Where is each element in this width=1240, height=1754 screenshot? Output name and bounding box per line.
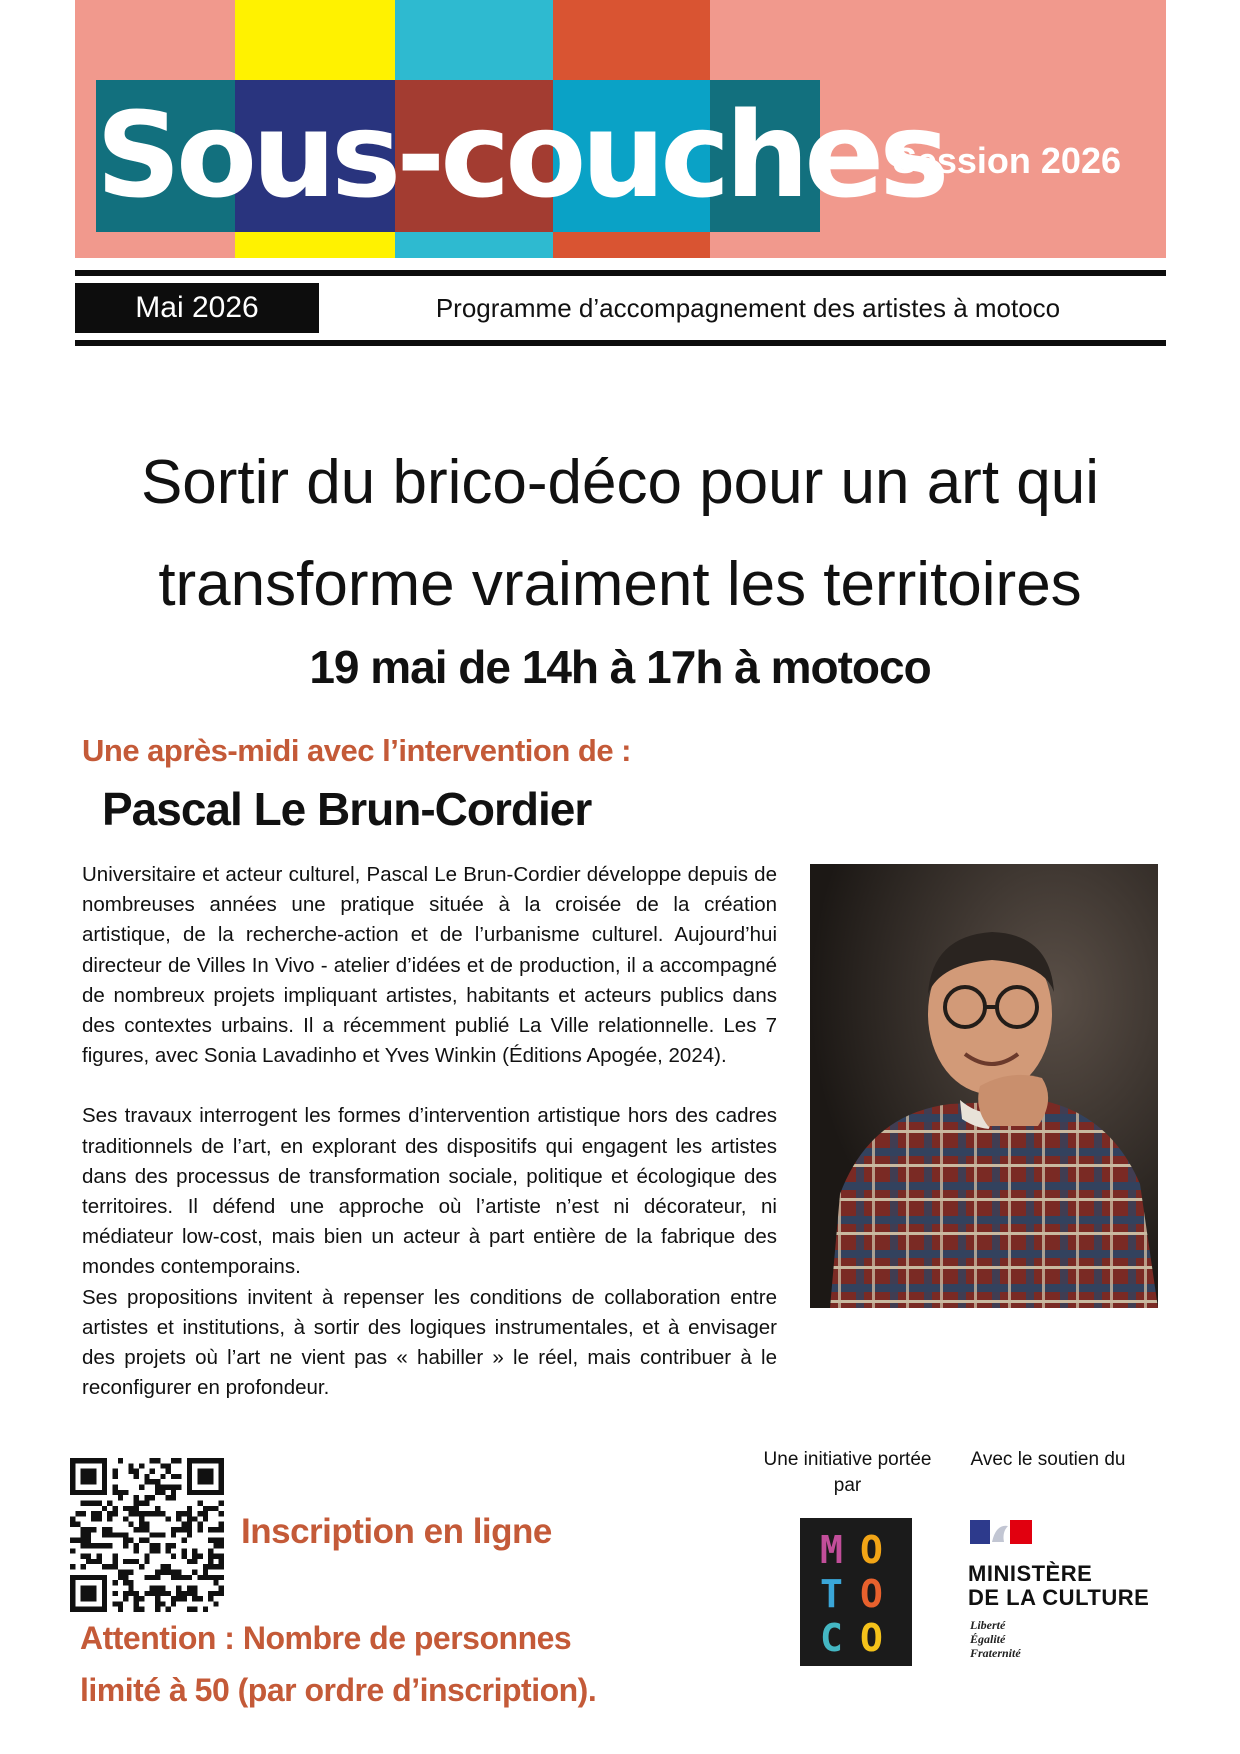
motto-line-3: Fraternité	[970, 1646, 1021, 1660]
registration-link[interactable]: Inscription en ligne	[241, 1512, 552, 1551]
warning-line-2: limité à 50 (par ordre d’inscription).	[80, 1672, 597, 1708]
portrait-illustration	[810, 864, 1158, 1308]
logo-letter: M	[820, 1528, 843, 1572]
motto-line-2: Égalité	[970, 1632, 1006, 1646]
date-badge: Mai 2026	[75, 283, 319, 333]
session-label: Session 2026	[892, 140, 1121, 181]
motto-line-1: Liberté	[970, 1618, 1006, 1632]
support-label: Avec le soutien du	[970, 1449, 1126, 1470]
marianne-flag-icon	[970, 1520, 1032, 1544]
bio-paragraph-3: Ses propositions invitent à repenser les conditions de collaboration entre artistes et institutions, à sortir des logiques instrumentales, et à envisager des projets où l’art ne vient pas « habiller » le réel, mais contribuer à le reconfigurer en profondeur.	[82, 1285, 777, 1400]
page-title: Sous-couches	[96, 86, 945, 224]
headline-line-2: transforme vraiment les territoires	[158, 550, 1082, 619]
program-subtitle: Programme d’accompagnement des artistes à motoco	[435, 293, 1061, 323]
logo-letter: T	[820, 1572, 843, 1616]
bio-paragraph-2: Ses travaux interrogent les formes d’intervention artistique hors des cadres traditionnels de l’art, en explorant des dispositifs qui engagent les artistes dans des processus de transformation sociale, politique et écologique des territoires. Il défend une approche où l’artiste n’est ni décorateur, ni médiateur low-cost, mais bien un acteur à part entière de la fabrique des mondes contemporains.	[82, 1104, 777, 1279]
logo-letter: O	[860, 1572, 883, 1616]
ministry-logo	[968, 1520, 1168, 1660]
motoco-logo	[800, 1518, 912, 1666]
bio-paragraph-1: Universitaire et acteur culturel, Pascal Le Brun-Cordier développe depuis de nombreuses années une pratique située à la croisée de la création artistique, de la recherche-action et de l’urbanisme culturel. Aujourd’hui directeur de Villes In Vivo - atelier d’idées et de production, il a accompagné de nombreux projets impliquant artistes, habitants et acteurs publics dans des contextes urbains. Il a récemment publié La Ville relationnelle. Les 7 figures, avec Sonia Lavadinho et Yves Winkin (Éditions Apogée, 2024).	[82, 863, 777, 1068]
headline-line-1: Sortir du brico-déco pour un art qui	[140, 448, 1100, 517]
speaker-photo	[810, 864, 1158, 1308]
event-datetime: 19 mai de 14h à 17h à motoco	[309, 641, 931, 693]
qr-code-icon	[70, 1458, 224, 1612]
ministry-motto	[970, 1618, 1021, 1660]
header-banner	[75, 0, 1166, 258]
ministry-name-line-1: MINISTÈRE	[968, 1561, 1093, 1586]
initiative-label: Une initiative portée par	[763, 1449, 932, 1496]
ministry-name	[968, 1562, 1149, 1610]
ministry-name-line-2: DE LA CULTURE	[968, 1585, 1150, 1610]
logo-letter: O	[860, 1616, 883, 1660]
registration-qr-code[interactable]	[70, 1458, 224, 1612]
bottom-rule	[75, 340, 1166, 346]
speaker-name: Pascal Le Brun-Cordier	[102, 783, 592, 835]
intro-label: Une après-midi avec l’intervention de :	[82, 733, 631, 768]
logo-letter: C	[820, 1616, 843, 1660]
capacity-warning	[80, 1612, 596, 1716]
event-headline	[60, 432, 1180, 636]
logo-letter: O	[860, 1528, 883, 1572]
speaker-bio	[82, 860, 777, 1403]
top-rule	[75, 270, 1166, 276]
warning-line-1: Attention : Nombre de personnes	[80, 1620, 572, 1656]
